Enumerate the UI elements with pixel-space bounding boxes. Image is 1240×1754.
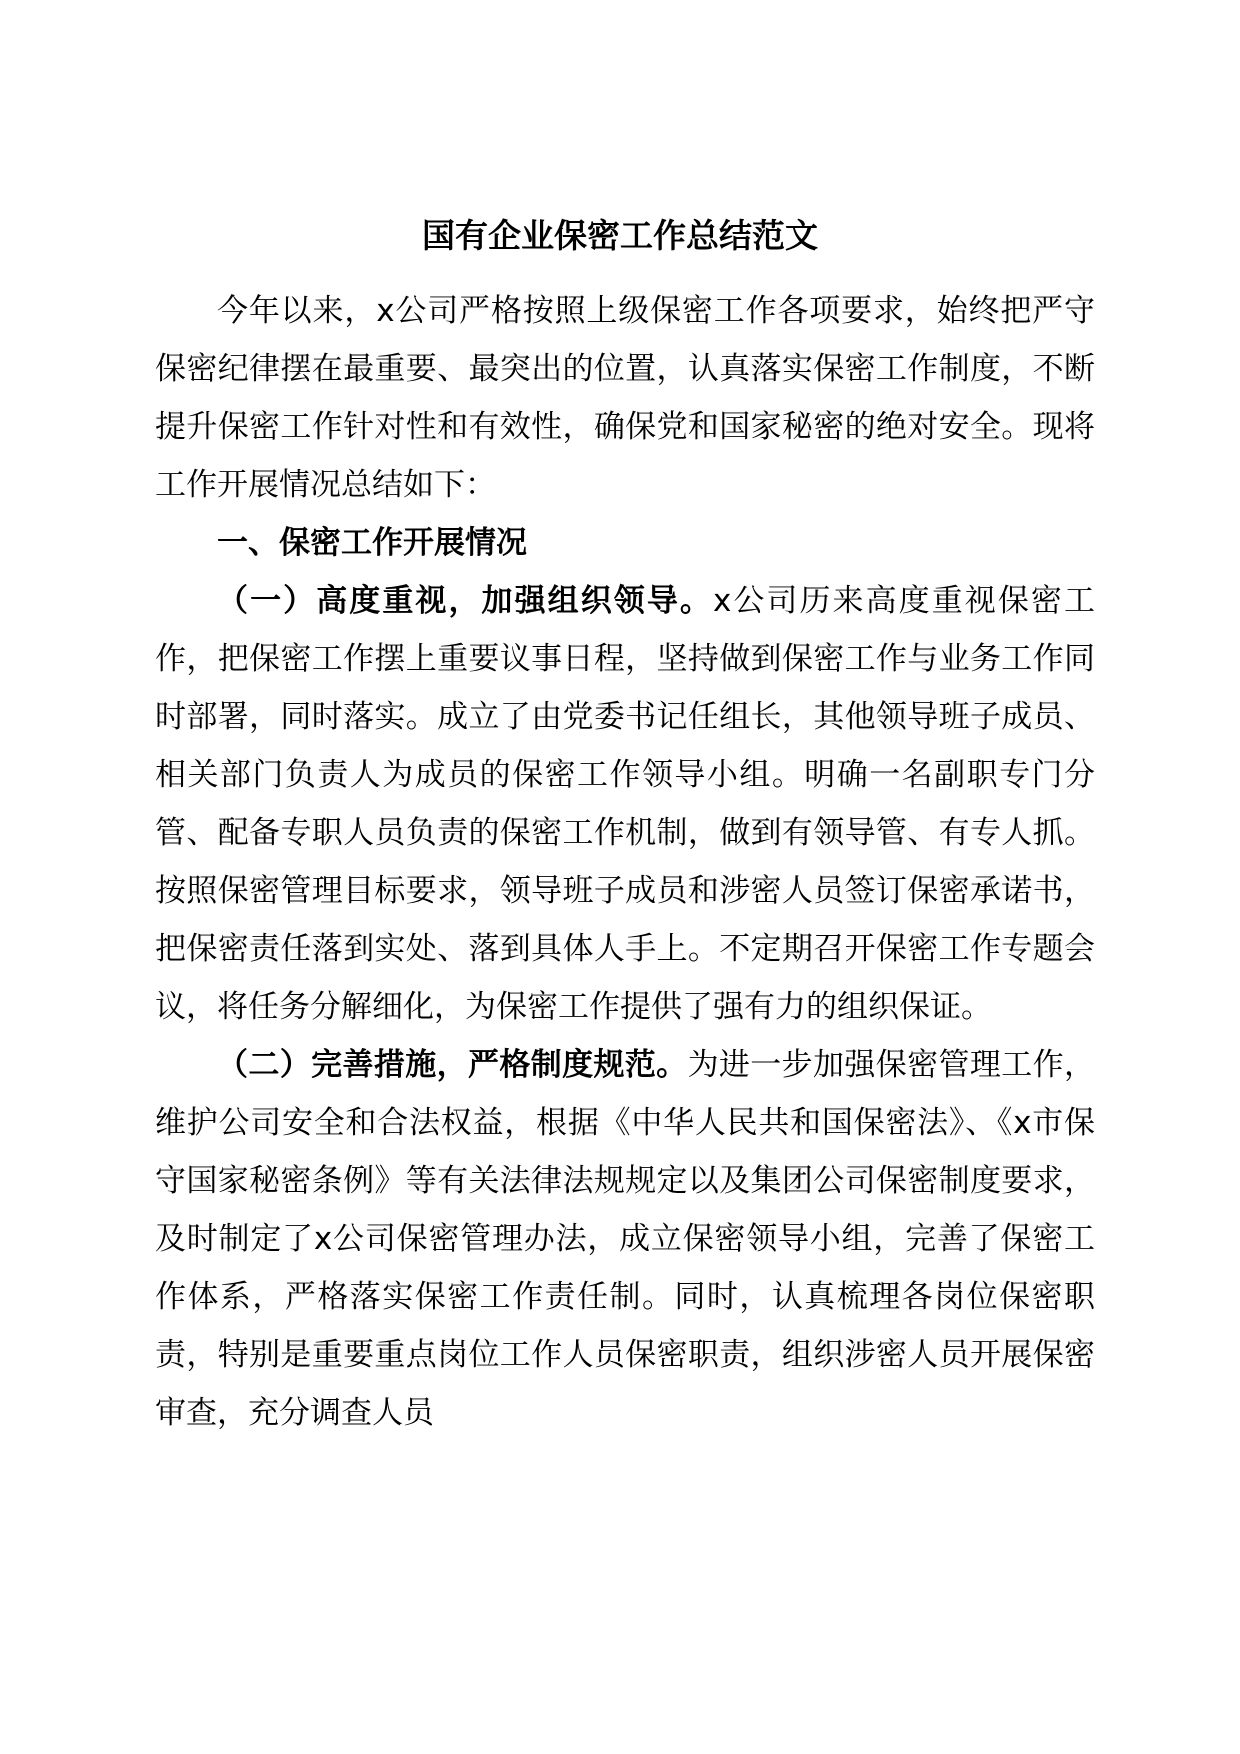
subsection-text-1: x公司历来高度重视保密工作，把保密工作摆上重要议事日程，坚持做到保密工作与业务工作同时部署，同时落实。成立了由党委书记任组长，其他领导班子成员、相关部门负责人为成员的保密工作领导小组。明确一名副职专门分管、配备专职人员负责的保密工作机制，做到有领导管、有专人抓。按照保密管理目标要求，领导班子成员和涉密人员签订保密承诺书，把保密责任落到实处、落到具体人手上。不定期召开保密工作专题会议，将任务分解细化，为保密工作提供了强有力的组织保证。: [155, 583, 1095, 1025]
document-title: 国有企业保密工作总结范文: [422, 216, 818, 255]
section-heading: 一、保密工作开展情况: [217, 525, 527, 561]
subsection-paragraph-2: [155, 1036, 1095, 1442]
intro-paragraph: 今年以来，x公司严格按照上级保密工作各项要求，始终把严守保密纪律摆在最重要、最突出的位置，认真落实保密工作制度，不断提升保密工作针对性和有效性，确保党和国家秘密的绝对安全。现将工作开展情况总结如下：: [155, 293, 1095, 503]
subsection-text-2: 为进一步加强保密管理工作，维护公司安全和合法权益，根据《中华人民共和国保密法》、《x市保守国家秘密条例》等有关法律法规规定以及集团公司保密制度要求，及时制定了x公司保密管理办法，成立保密领导小组，完善了保密工作体系，严格落实保密工作责任制。同时，认真梳理各岗位保密职责，特别是重要重点岗位工作人员保密职责，组织涉密人员开展保密审查，充分调查人员: [155, 1047, 1096, 1431]
subsection-heading-1: （一）高度重视，加强组织领导。: [217, 583, 713, 619]
document-body: [155, 282, 1095, 1442]
subsection-paragraph-1: [155, 572, 1095, 1036]
subsection-heading-2: （二）完善措施，严格制度规范。: [217, 1047, 688, 1083]
